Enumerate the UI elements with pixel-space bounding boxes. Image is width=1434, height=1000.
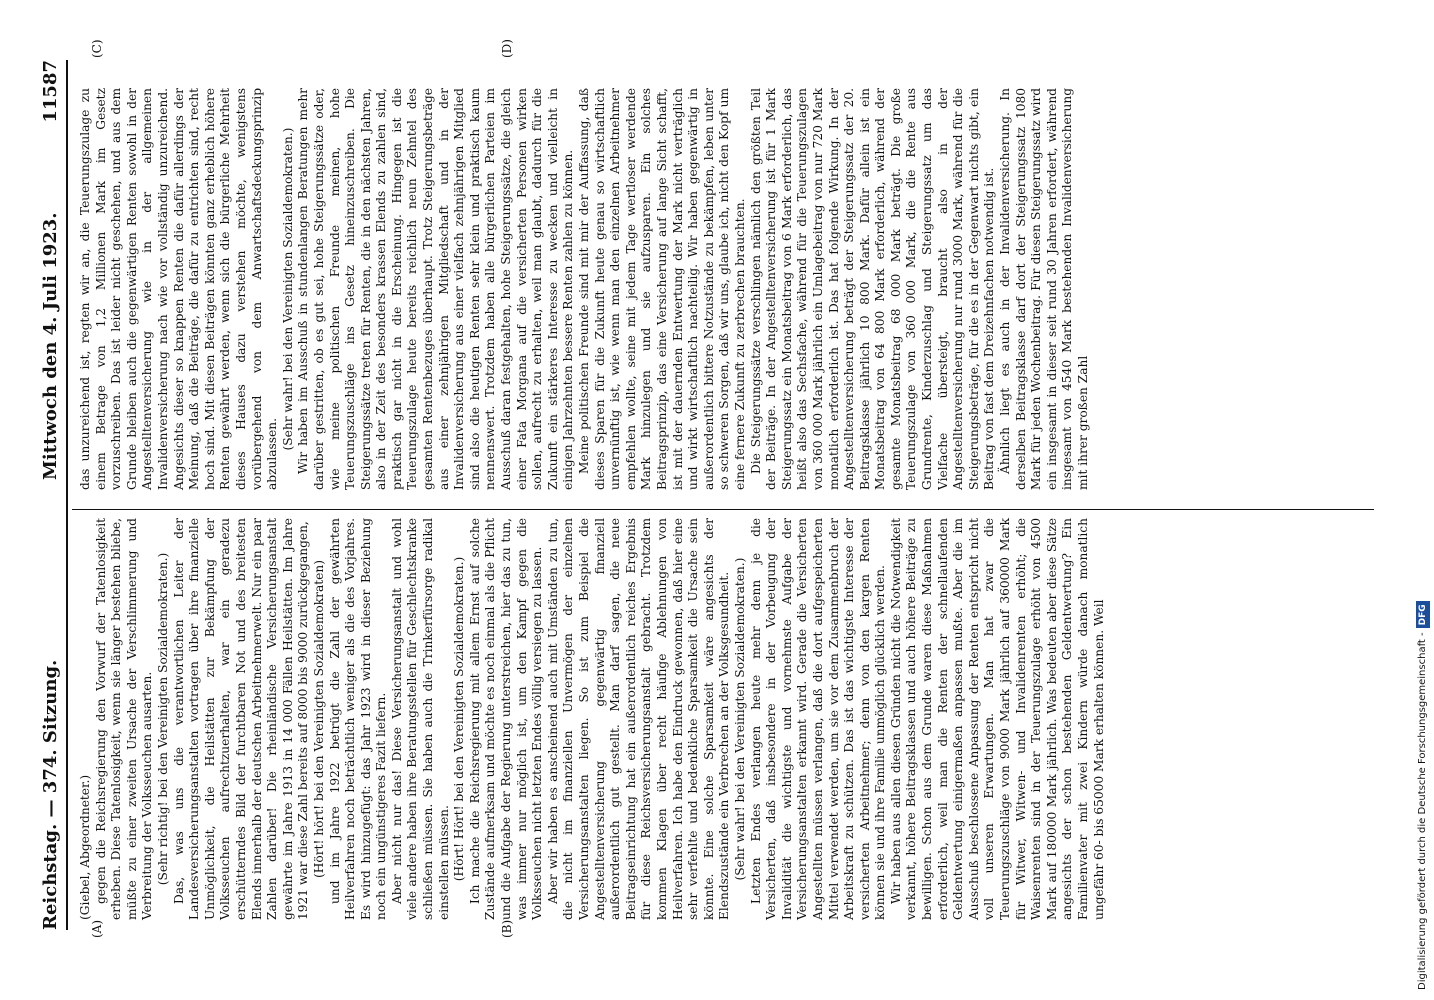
column-divider <box>72 509 1374 510</box>
paragraph: Die Steigerungssätze verschlingen nämlich den größten Teil der Beiträge. In der Angestelltenversicherung ist für 1 Mark Steigerungssatz ein Monatsbeitrag von 6 Mark erforderlich, das heißt also das Sechsfache, während für die Teuerungszulagen von 360 000 Mark jährlich ein Umlagebeitrag von nur 720 Mark monatlich erforderlich ist. Das hat folgende Wirkung. In der Angestelltenversicherung beträgt der Steigerungssatz der 20. Beitragsklasse jährlich 10 800 Mark. Dafür allein ist ein Monatsbeitrag von 64 800 Mark erforderlich, während der gesamte Monatsbeitrag 68 000 Mark beträgt. Die große Teuerungszulage von 360 000 Mark, die die Rente aus Grundrente, Kinderzuschlag und Steigerungssatz um das Vielfache übersteigt, braucht also in der Angestelltenversicherung nur rund 3000 Mark, während für die Steigerungsbeträge, für die es in der Gegenwart nichts gibt, ein Beitrag von fast dem Dreizehnfachen notwendig ist. <box>748 88 997 490</box>
paragraph: Wir haben aus allen diesen Gründen nicht die Notwendigkeit verkannt, höhere Beitragsklassen und auch höhere Beiträge zu bewilligen. Schon aus dem Grunde waren diese Maßnahmen erforderlich, weil man die Renten der schnellaufenden Geldentwertung einigermaßen anpassen mußte. Aber die im Ausschuß beschlossene Anpassung der Renten entspricht nicht voll unseren Erwartungen. Man hat zwar die Teuerungszuschläge von 9000 Mark jährlich auf 360000 Mark für Witwer, Witwen- und Invalidenrenten erhöht; die Waisenrenten sind in der Teuerungszulage erhöht von 4500 Mark auf 180000 Mark jährlich. Was bedeuten aber diese Sätze angesichts der schon bestehenden Geldentwertung? Ein Familienvater mit zwei Kindern würde danach monatlich ungefähr 60- bis 65000 Mark erhalten können. Weil <box>888 518 1106 920</box>
header-left: Reichstag. — 374. Sitzung. <box>40 659 61 930</box>
paragraph: Das, was uns die verantwortlichen Leiter der Landesversicherungsanstalten vortragen über ihre finanzielle Unmöglichkeit, die Heilstätten zur Bekämpfung der Volksseuchen aufrechtzuerhalten, war ein geradezu erschütterndes Bild der furchtbaren Not und des breitesten Elends innerhalb der deutschen Arbeitnehmerwelt. Nur ein paar Zahlen darüber! Die rheinländische Versicherungsanstalt gewährte im Jahre 1913 in 14 000 Fällen Heilstätten. Im Jahre 1921 war diese Zahl bereits auf 8000 bis 9000 zurückgegangen, <box>171 518 311 920</box>
speaker-line: (Giebel, Abgeordneter.) <box>78 774 92 920</box>
credit-text: Digitalisierung gefördert durch die Deutsche Forschungsgemeinschaft - <box>1417 632 1428 990</box>
paragraph: und im Jahre 1922 betrügt die Zahl der gewährten Heilverfahren noch beträchtlich weniger als die des Vorjahres. Es wird hinzugefügt: das Jahr 1923 wird in dieser Beziehung noch ein ungünstigeres Fazit liefern. <box>327 518 389 920</box>
paragraph: das unzureichend ist, regten wir an, die Teuerungszulage zu einem Betrage von 1,2 Millionen Mark im Gesetz vorzuschreiben. Das ist leider nicht geschehen, und aus dem Grunde bleiben auch die gegenwärtigen Renten sowohl in der Angestelltenversicherung wie in der allgemeinen Invalidenversicherung nach wie vor vollständig unzureichend. Angesichts dieser so knappen Renten die dafür allerdings der Meinung, daß die Beiträge, die dafür zu entrichten sind, recht hoch sind. Mit diesen Beiträgen könnten ganz erheblich höhere Renten gewährt werden, wenn sich die bürgerliche Mehrheit dieses Hauses dazu verstehen möchte, wenigstens vorübergehend von dem Anwartschaftsdeckungsprinzip abzulassen. <box>78 88 280 490</box>
digitization-credit <box>1416 10 1430 990</box>
paragraph: Aber wir haben es anscheinend auch mit Umständen zu tun, die nicht im finanziellen Unvermögen der einzelnen Versicherungsanstalten liegen. So ist zum Beispiel die Angestelltenversicherung gegenwärtig finanziell außerordentlich gut gestellt. Man darf sagen, die neue Beitragseinrichtung hat ein außerordentlich reiches Ergebnis für diese Reichsversicherungsanstalt gebracht. Trotzdem kommen Klagen über recht häufige Ablehnungen von Heilverfahren. Ich habe den Eindruck gewonnen, daß hier eine sehr verfehlte und bedenkliche Sparsamkeit die Ursache sein könnte. Eine solche Sparsamkeit wäre angesichts der Elendszustände ein Verbrechen an der Volksgesundheit. <box>545 518 732 920</box>
header-date: Mittwoch den 4. Juli 1923. <box>40 212 61 480</box>
paragraph: Ähnlich liegt es auch in der Invalidenversicherung. In derselben Beitragsklasse darf dort der Steigerungssatz 1080 Mark für jeden Wochenbeitrag. Für diesen Steigerungssatz wird ein insgesamt in dieser seit rund 30 Jahren erfordert, während insgesamt von 4540 Mark bestehenden Invalidenversicherung mit ihrer großen Zahl <box>998 88 1090 490</box>
margin-mark-a: (A) <box>90 919 104 938</box>
left-column <box>78 518 1106 920</box>
margin-mark-b: (B) <box>500 919 514 938</box>
paragraph: Meine politischen Freunde sind mit mir der Auffassung, daß dieses Sparen für die Zukunft heute genau so wirtschaftlich unvernünftig ist, wie wenn man den einzelnen Arbeitnehmer empfehlen wollte, seine mit jedem Tage wertloser werdende Mark hinzulegen und sie aufzusparen. Ein solches Beitragsprinzip, das eine Versicherung auf lange Sicht schafft, ist mit der dauernden Entwertung der Mark nicht verträglich und wirkt wirtschaftlich nachteilig. Wir haben gegenwärtig in außerordentlich bittere Notzustände zu bekämpfen, leben unter so schweren Sorgen, daß wir uns, glaube ich, nicht den Kopf um eine fernere Zukunft zu zerbrechen brauchten. <box>577 88 747 490</box>
paragraph: Wir haben im Ausschuß in stundenlangen Beratungen mehr darüber gestritten, ob es gut sei, hohe Steigerungssätze oder, wie meine politischen Freunde meinen, hohe Teuerungszuschläge ins Gesetz hineinzuschreiben. Die Steigerungssätze treten für Renten, die in den nächsten Jahren, also in der Zeit des besonders krassen Elends zu zahlen sind, praktisch gar nicht in die Erscheinung. Hingegen ist die Teuerungszulage heute bereits reichlich neun Zehntel des gesamten Rentenbezuges überhaupt. Trotz Steigerungsbeträge aus einer zehnjährigen Mitgliedschaft und in der Invalidenversicherung aus einer vielfach zehnjährigen Mitglied sind also die heutigen Renten sehr klein und praktisch kaum nennenswert. Trotzdem haben alle bürgerlichen Parteien im Ausschuß daran festgehalten, hohe Steigerungssätze, die gleich einer Fata Morgana auf die versicherten Personen wirken sollen, aufrecht zu erhalten, weil man glaubt, dadurch für die Zukunft ein stärkeres Interesse zu wecken und vielleicht in einigen Jahrzehnten bessere Renten zahlen zu können. <box>296 88 576 490</box>
paragraph: Letzten Endes verlangen heute mehr denn je die Versicherten, daß insbesondere in der Vorbeugung der Invalidität die wichtigste und vornehmste Aufgabe der Versicherungsanstalten erkannt wird. Gerade die Versicherten Angestellten müssen verlangen, daß die dort aufgespeicherten Mittel verwendet werden, um sie vor dem Zusammenbruch der Arbeitskraft zu schützen. Das ist das wichtigste Interesse der versicherten Arbeitnehmer; denn von den kargen Renten können sie und ihre Familie unmöglich glücklich werden. <box>748 518 888 920</box>
interjection: (Sehr richtig! bei den Vereinigten Sozialdemokraten.) <box>155 552 170 886</box>
paragraph: Aber nicht nur das! Diese Versicherungsanstalt und wohl viele andere haben ihre Beratungsstellen für Geschlechtskranke schließen müssen. Sie haben auch die Trinkerfürsorge radikal einstellen müssen. <box>389 518 451 920</box>
margin-mark-c: (C) <box>90 39 104 58</box>
paragraph: gegen die Reichsregierung den Vorwurf der Tatenlosigkeit erheben. Diese Tatenlosigkeit, wenn sie länger bestehen bliebe, müßte zu einer zweiten Ursache der Verschlimmerung und Verbreitung der Volksseuchen ausarten. <box>93 518 155 920</box>
right-column <box>78 88 1090 490</box>
interjection: (Hört! hört! bei den Vereinigten Sozialdemokraten) <box>311 560 326 878</box>
paragraph: Ich mache die Reichsregierung mit allem Ernst auf solche Zustände aufmerksam und möchte es noch einmal als die Pflicht und die Aufgabe der Regierung unterstreichen, hier das zu tun, was immer nur möglich ist, um den Kampf gegen die Volksseuchen nicht letzten Endes völlig versiegen zu lassen. <box>467 518 545 920</box>
margin-mark-d: (D) <box>500 39 514 58</box>
header-rule <box>66 60 68 930</box>
page-number: 11587 <box>40 60 61 123</box>
interjection: (Sehr wahr! bei den Vereinigten Sozialdemokraten.) <box>280 127 295 451</box>
interjection: (Sehr wahr! bei den Vereinigten Sozialdemokraten.) <box>732 557 747 881</box>
dfg-logo: DFG <box>1416 601 1430 628</box>
interjection: (Hört! Hört! bei den Vereinigten Sozialdemokraten.) <box>452 556 467 882</box>
